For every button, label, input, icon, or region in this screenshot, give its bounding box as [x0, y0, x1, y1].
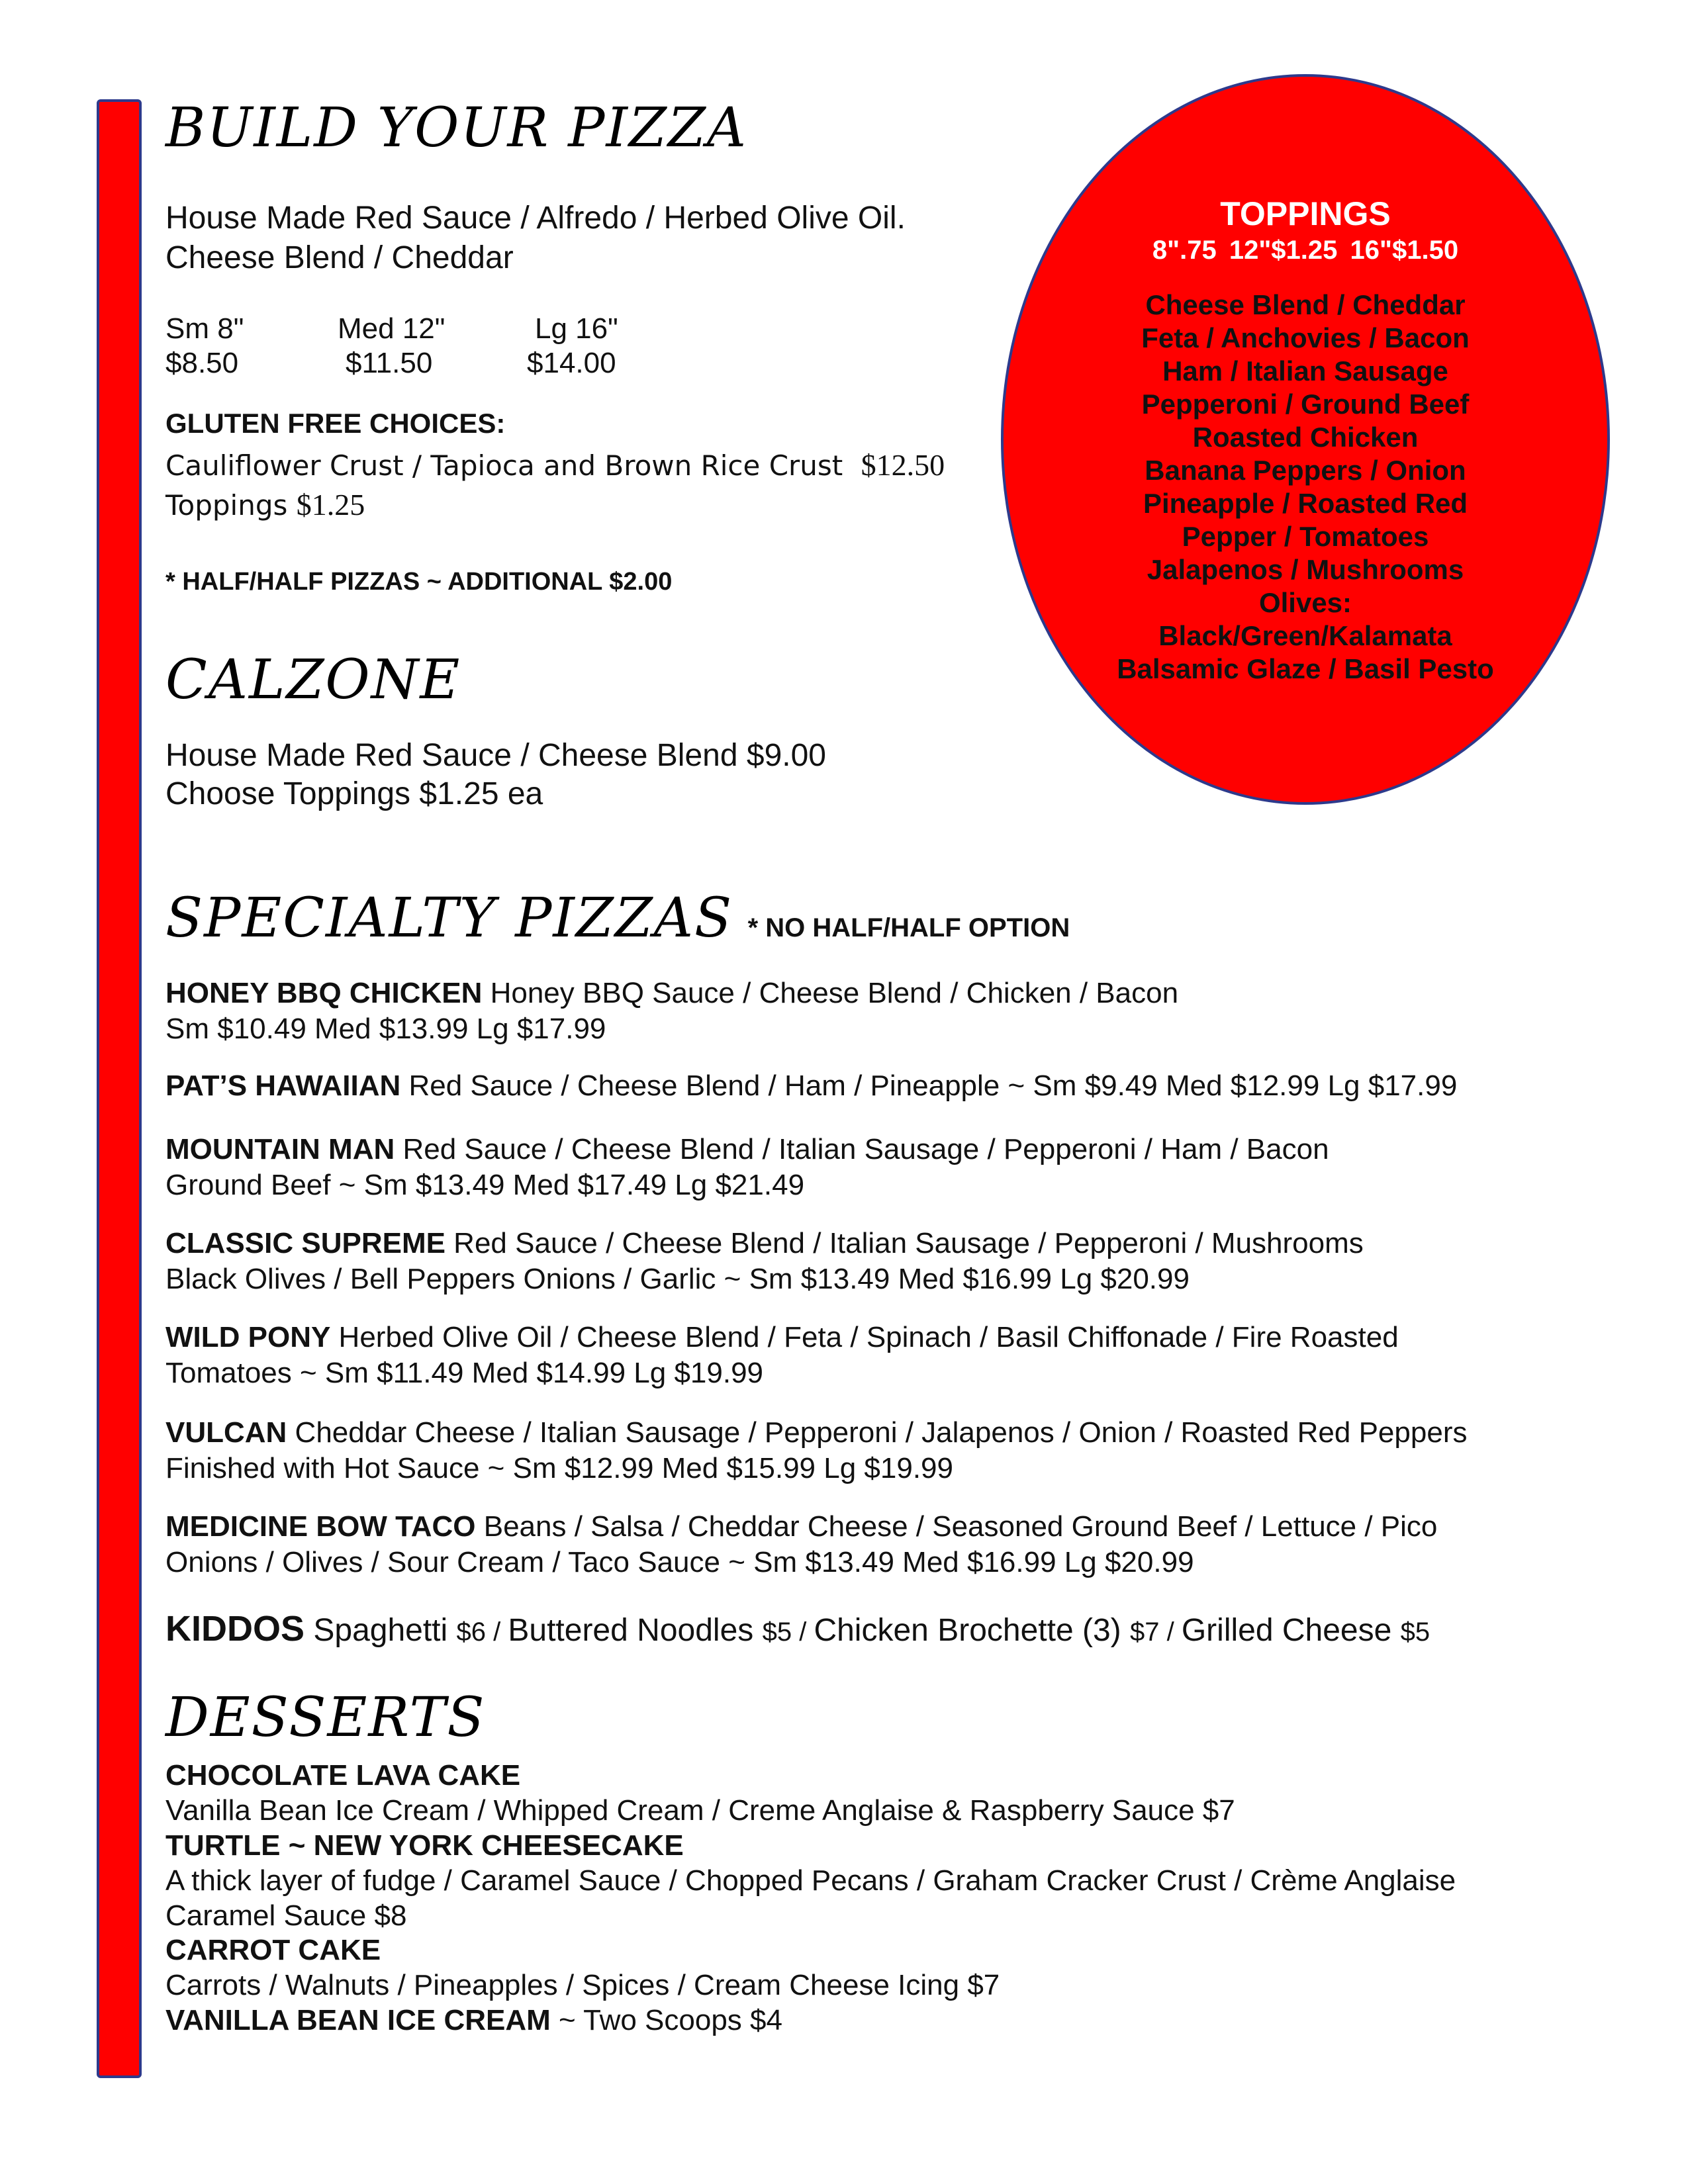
dessert-item — [165, 1828, 1456, 1933]
pizza-name: MOUNTAIN MAN — [165, 1133, 395, 1165]
topping-item: Feta / Anchovies / Bacon — [1141, 322, 1470, 353]
dessert-item — [165, 1758, 1235, 1828]
toppings-prices: 8".75 12"$1.25 16"$1.50 — [1152, 236, 1459, 265]
topping-item: Olives: — [1258, 587, 1352, 618]
gluten-free-price: $12.50 — [861, 448, 945, 482]
size-small-label: Sm 8" — [165, 312, 244, 345]
pizza-description: Cheddar Cheese / Italian Sausage / Pepperoni / Jalapenos / Onion / Roasted Red Peppers — [287, 1416, 1468, 1449]
pizza-prices: Tomatoes ~ Sm $11.49 Med $14.99 Lg $19.99 — [165, 1357, 764, 1389]
pizza-prices: Black Olives / Bell Peppers Onions / Garlic ~ Sm $13.49 Med $16.99 Lg $20.99 — [165, 1263, 1190, 1295]
dessert-name: CARROT CAKE — [165, 1934, 381, 1966]
kiddos-item-price: $6 — [456, 1617, 487, 1647]
dessert-description: Vanilla Bean Ice Cream / Whipped Cream / Creme Anglaise & Raspberry Sauce $7 — [165, 1794, 1235, 1827]
gluten-free-toppings-label: Toppings — [165, 489, 288, 522]
gluten-free-crusts — [165, 445, 945, 486]
pizza-prices: Ground Beef ~ Sm $13.49 Med $17.49 Lg $21.49 — [165, 1169, 805, 1201]
desserts-heading: DESSERTS — [165, 1686, 486, 1749]
pizza-name: CLASSIC SUPREME — [165, 1227, 445, 1259]
kiddos-item-name: Buttered Noodles — [508, 1613, 763, 1648]
dessert-name: TURTLE ~ NEW YORK CHEESECAKE — [165, 1829, 684, 1862]
gluten-free-crusts-text: Cauliflower Crust / Tapioca and Brown Rice Crust — [165, 449, 843, 482]
topping-item: Roasted Chicken — [1192, 422, 1419, 453]
size-medium-price: $11.50 — [346, 347, 433, 379]
kiddos-item-price: $5 — [762, 1617, 792, 1647]
specialty-pizza-item — [165, 976, 1178, 1047]
topping-item: Jalapenos / Mushrooms — [1147, 554, 1464, 585]
kiddos-separator: / — [1159, 1617, 1182, 1647]
topping-item: Pineapple / Roasted Red — [1143, 488, 1468, 519]
pizza-name: PAT’S HAWAIIAN — [165, 1069, 401, 1102]
pizza-name: VULCAN — [165, 1416, 287, 1449]
size-large-price: $14.00 — [527, 347, 616, 379]
size-large-label: Lg 16" — [535, 312, 618, 345]
kiddos-item-price: $7 — [1129, 1617, 1160, 1647]
pizza-description: Beans / Salsa / Cheddar Cheese / Seasoned Ground Beef / Lettuce / Pico — [475, 1510, 1438, 1543]
dessert-name: CHOCOLATE LAVA CAKE — [165, 1759, 521, 1792]
pizza-name: MEDICINE BOW TACO — [165, 1510, 476, 1543]
size-medium-label: Med 12" — [338, 312, 445, 345]
pizza-description: Honey BBQ Sauce / Cheese Blend / Chicken / Bacon — [482, 977, 1179, 1009]
build-your-pizza-heading: BUILD YOUR PIZZA — [165, 97, 748, 159]
kiddos-item-price: $5 — [1400, 1617, 1430, 1647]
topping-item: Balsamic Glaze / Basil Pesto — [1117, 653, 1494, 684]
pizza-prices: Onions / Olives / Sour Cream / Taco Sauce ~ Sm $13.49 Med $16.99 Lg $20.99 — [165, 1546, 1194, 1578]
gluten-free-toppings-price: $1.25 — [296, 488, 365, 522]
specialty-heading-row — [165, 887, 1070, 950]
kiddos-separator: / — [792, 1617, 814, 1647]
kiddos-heading: KIDDOS — [165, 1609, 305, 1649]
kiddos-item-name: Spaghetti — [305, 1613, 457, 1648]
dessert-description: Carrots / Walnuts / Pineapples / Spices / Cream Cheese Icing $7 — [165, 1969, 1000, 2001]
pizza-description: Herbed Olive Oil / Cheese Blend / Feta / Spinach / Basil Chiffonade / Fire Roasted — [330, 1321, 1399, 1353]
dessert-description: A thick layer of fudge / Caramel Sauce / Chopped Pecans / Graham Cracker Crust / Crème Anglaise — [165, 1864, 1456, 1897]
pizza-description: Red Sauce / Cheese Blend / Ham / Pineapple ~ Sm $9.49 Med $12.99 Lg $17.99 — [400, 1069, 1458, 1102]
no-half-half-note: * NO HALF/HALF OPTION — [747, 913, 1070, 942]
specialty-pizza-item — [165, 1226, 1364, 1297]
pizza-prices: Finished with Hot Sauce ~ Sm $12.99 Med $15.99 Lg $19.99 — [165, 1452, 953, 1484]
kiddos-item-name: Grilled Cheese — [1181, 1613, 1401, 1648]
dessert-item — [165, 2003, 782, 2038]
pizza-description: Red Sauce / Cheese Blend / Italian Sausage / Pepperoni / Ham / Bacon — [395, 1133, 1329, 1165]
gluten-free-toppings — [165, 484, 365, 526]
dessert-description-cont: Caramel Sauce $8 — [165, 1899, 407, 1932]
calzone-heading: CALZONE — [165, 649, 461, 711]
dessert-item — [165, 1933, 1000, 2003]
topping-item: Cheese Blend / Cheddar — [1145, 289, 1466, 320]
topping-item: Pepper / Tomatoes — [1182, 521, 1429, 552]
gluten-free-heading: GLUTEN FREE CHOICES: — [165, 408, 506, 439]
topping-item: Banana Peppers / Onion — [1145, 455, 1466, 486]
toppings-heading: TOPPINGS — [1220, 195, 1391, 232]
specialty-pizza-item — [165, 1415, 1467, 1486]
kiddos-separator: / — [486, 1617, 508, 1647]
decorative-red-bar — [97, 99, 142, 2078]
topping-item: Black/Green/Kalamata — [1158, 620, 1452, 651]
pizza-description: Red Sauce / Cheese Blend / Italian Sausage / Pepperoni / Mushrooms — [445, 1227, 1364, 1259]
pizza-prices: Sm $10.49 Med $13.99 Lg $17.99 — [165, 1013, 606, 1045]
topping-item: Ham / Italian Sausage — [1162, 355, 1448, 387]
topping-item: Pepperoni / Ground Beef — [1141, 388, 1470, 420]
cheese-options: Cheese Blend / Cheddar — [165, 240, 514, 275]
toppings-list — [1046, 289, 1565, 686]
specialty-pizza-item — [165, 1509, 1437, 1580]
calzone-line-2: Choose Toppings $1.25 ea — [165, 776, 543, 811]
specialty-pizza-item — [165, 1068, 1457, 1104]
specialty-pizza-item — [165, 1132, 1329, 1203]
specialty-heading: SPECIALTY PIZZAS — [165, 887, 733, 950]
kiddos-item-name: Chicken Brochette (3) — [814, 1613, 1130, 1648]
dessert-name: VANILLA BEAN ICE CREAM — [165, 2004, 551, 2036]
half-half-note: * HALF/HALF PIZZAS ~ ADDITIONAL $2.00 — [165, 568, 673, 596]
sauce-options: House Made Red Sauce / Alfredo / Herbed Olive Oil. — [165, 201, 906, 236]
size-small-price: $8.50 — [165, 347, 239, 379]
pizza-name: HONEY BBQ CHICKEN — [165, 977, 483, 1009]
dessert-description: ~ Two Scoops $4 — [550, 2004, 782, 2036]
specialty-pizza-item — [165, 1320, 1399, 1391]
pizza-name: WILD PONY — [165, 1321, 331, 1353]
calzone-line-1: House Made Red Sauce / Cheese Blend $9.00 — [165, 738, 826, 773]
kiddos-row — [165, 1608, 1430, 1649]
